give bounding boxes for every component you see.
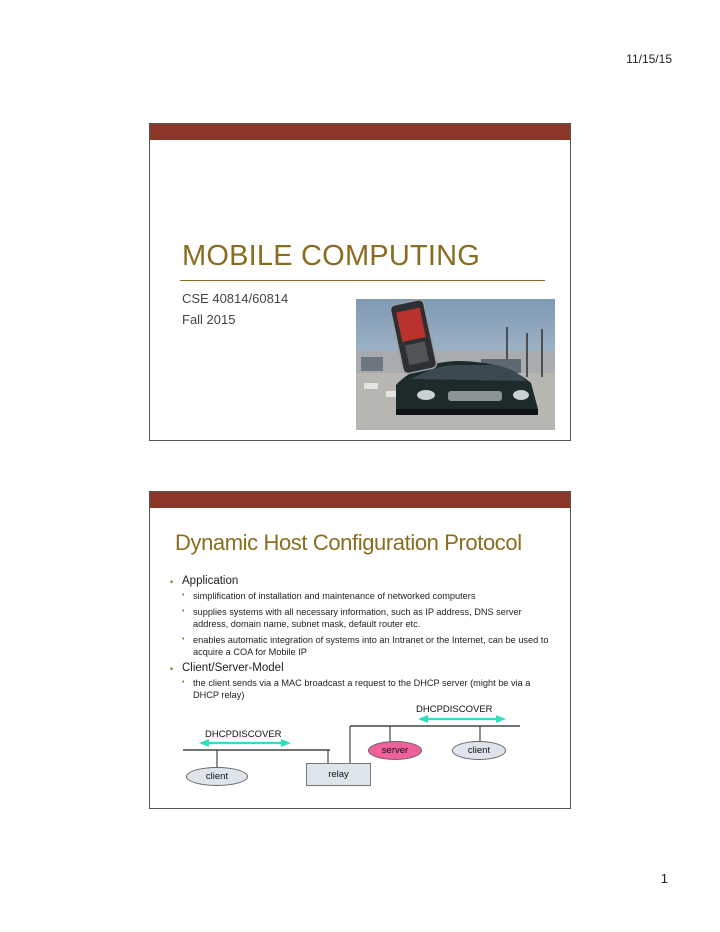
slide-title-text: MOBILE COMPUTING	[182, 240, 481, 272]
course-code: CSE 40814/60814	[182, 291, 289, 306]
page-number: 1	[660, 871, 668, 886]
server-node: server	[368, 741, 422, 760]
slide-dhcp	[149, 491, 571, 809]
dhcp-diagram	[150, 492, 570, 808]
page-date: 11/15/15	[626, 52, 672, 66]
broadcast-arrow-right	[418, 715, 506, 723]
sub-bullet-item: • the client sends via a MAC broadcast a request to the DHCP server (might be via a DHCP relay)	[182, 677, 550, 701]
car-with-phone-photo	[356, 299, 555, 430]
bullet-item: • Client/Server-Model	[170, 662, 550, 674]
client-node-right: client	[452, 741, 506, 760]
course-term: Fall 2015	[182, 312, 236, 327]
bullet-item: • Application	[170, 575, 550, 587]
slide-header-bar	[150, 124, 570, 140]
dhcpdiscover-label-right: DHCPDISCOVER	[416, 704, 493, 715]
slide-title-text: Dynamic Host Configuration Protocol	[175, 530, 522, 555]
slide-title	[149, 123, 571, 441]
dhcpdiscover-label-left: DHCPDISCOVER	[205, 729, 282, 740]
diagram-lines	[150, 492, 570, 808]
client-node-left: client	[186, 767, 248, 786]
sub-bullet-item: • simplification of installation and maintenance of networked computers	[182, 590, 550, 602]
sub-bullet-item: • supplies systems with all necessary information, such as IP address, DNS server address, domain name, subnet mask, default router etc.	[182, 606, 550, 630]
relay-node: relay	[306, 763, 371, 786]
broadcast-arrow-left	[199, 739, 291, 747]
sub-bullet-item: • enables automatic integration of systems into an Intranet or the Internet, can be used to acquire a COA for Mobile IP	[182, 634, 550, 658]
title-underline	[180, 280, 545, 281]
